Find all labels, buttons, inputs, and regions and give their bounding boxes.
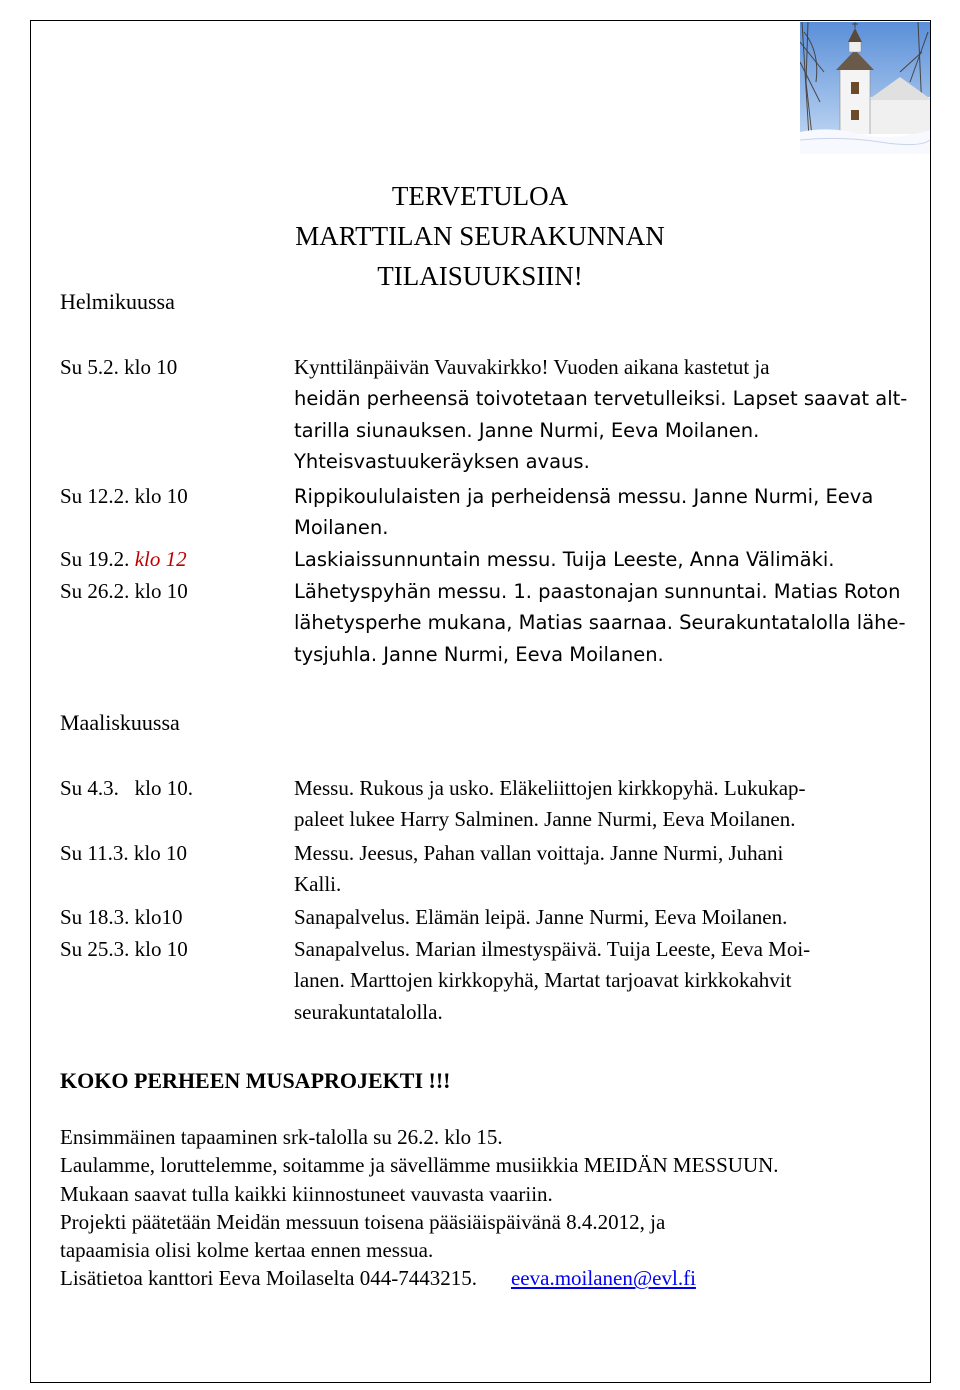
feb-date-4: Su 26.2. klo 10 [60, 579, 188, 603]
mar-date-4: Su 25.3. klo 10 [60, 937, 188, 961]
event-line: lanen. Marttojen kirkkopyhä, Martat tarjoavat kirkkokahvit [294, 968, 792, 993]
page-title [246, 176, 714, 296]
event-line: Kynttilänpäivän Vauvakirkko! Vuoden aikana kastetut ja [294, 355, 770, 379]
feb-date-2: Su 12.2. klo 10 [60, 484, 188, 508]
february-heading: Helmikuussa [60, 289, 175, 314]
mar-date-3: Su 18.3. klo10 [60, 905, 183, 929]
contact-line [60, 1264, 920, 1292]
event-line: paleet lukee Harry Salminen. Janne Nurmi, Eeva Moilanen. [294, 807, 796, 832]
text-line: tapaamisia olisi kolme kertaa ennen messua. [60, 1238, 434, 1263]
event-line: Sanapalvelus. Elämän leipä. Janne Nurmi, Eeva Moilanen. [294, 905, 788, 929]
march-heading: Maaliskuussa [60, 710, 180, 735]
church-photo [800, 22, 930, 154]
title-line-1: TERVETULOA [391, 181, 569, 211]
event-line: Yhteisvastuukeräyksen avaus. [294, 450, 590, 474]
feb-event-4 [294, 576, 906, 670]
event-line: Moilanen. [294, 516, 389, 540]
feb-date-1: Su 5.2. klo 10 [60, 355, 178, 379]
mar-event-2 [294, 838, 783, 901]
event-line: tarilla siunauksen. Janne Nurmi, Eeva Moilanen. [294, 418, 760, 442]
mar-date-1: Su 4.3. klo 10. [60, 776, 194, 800]
mar-event-1 [294, 773, 806, 836]
event-line: seurakuntatalolla. [294, 999, 443, 1024]
feb-event-3 [294, 544, 834, 575]
feb-event-1 [294, 352, 907, 478]
event-line: lähetysperhe mukana, Matias saarnaa. Seurakuntatalolla lähe- [294, 611, 906, 635]
title-line-3: TILAISUUKSIIN! [377, 261, 583, 291]
event-line: heidän perheensä toivotetaan tervetulleiksi. Lapset saavat alt- [294, 387, 908, 411]
feb-date-3 [60, 544, 187, 574]
event-line: Kalli. [294, 872, 342, 897]
music-project-text [60, 1123, 920, 1293]
text-line: Projekti päätetään Meidän messuun toisena pääsiäispäivänä 8.4.2012, ja [60, 1209, 666, 1234]
text-line: Ensimmäinen tapaaminen srk-talolla su 26.2. klo 15. [60, 1125, 503, 1149]
mar-event-3 [294, 902, 787, 933]
title-line-2: MARTTILAN SEURAKUNNAN [295, 221, 665, 251]
email-link[interactable]: eeva.moilanen@evl.fi [510, 1266, 696, 1291]
text-line: Mukaan saavat tulla kaikki kiinnostuneet vauvasta vaariin. [60, 1181, 553, 1206]
event-line: tysjuhla. Janne Nurmi, Eeva Moilanen. [294, 642, 664, 666]
feb-date-3-time: klo 12 [134, 547, 187, 571]
music-project-heading: KOKO PERHEEN MUSAPROJEKTI !!! [60, 1068, 451, 1093]
event-line: Sanapalvelus. Marian ilmestyspäivä. Tuija Leeste, Eeva Moi- [294, 937, 811, 961]
feb-event-2 [294, 481, 873, 544]
event-line: Messu. Rukous ja usko. Eläkeliittojen kirkkopyhä. Lukukap- [294, 776, 806, 800]
church-illustration [800, 22, 930, 154]
text-line: Laulamme, loruttelemme, soitamme ja sävellämme musiikkia MEIDÄN MESSUUN. [60, 1153, 779, 1178]
mar-event-4 [294, 934, 810, 1028]
feb-date-3-day: Su 19.2. [60, 547, 135, 571]
event-line: Rippikoululaisten ja perheidensä messu. Janne Nurmi, Eeva [294, 485, 874, 508]
event-line: Laskiaissunnuntain messu. Tuija Leeste, Anna Välimäki. [294, 548, 835, 571]
mar-date-2: Su 11.3. klo 10 [60, 841, 187, 865]
event-line: Messu. Jeesus, Pahan vallan voittaja. Janne Nurmi, Juhani [294, 841, 784, 865]
contact-text: Lisätietoa kanttori Eeva Moilaselta 044-7443215. [60, 1266, 477, 1291]
event-line: Lähetyspyhän messu. 1. paastonajan sunnuntai. Matias Roton [294, 580, 901, 603]
